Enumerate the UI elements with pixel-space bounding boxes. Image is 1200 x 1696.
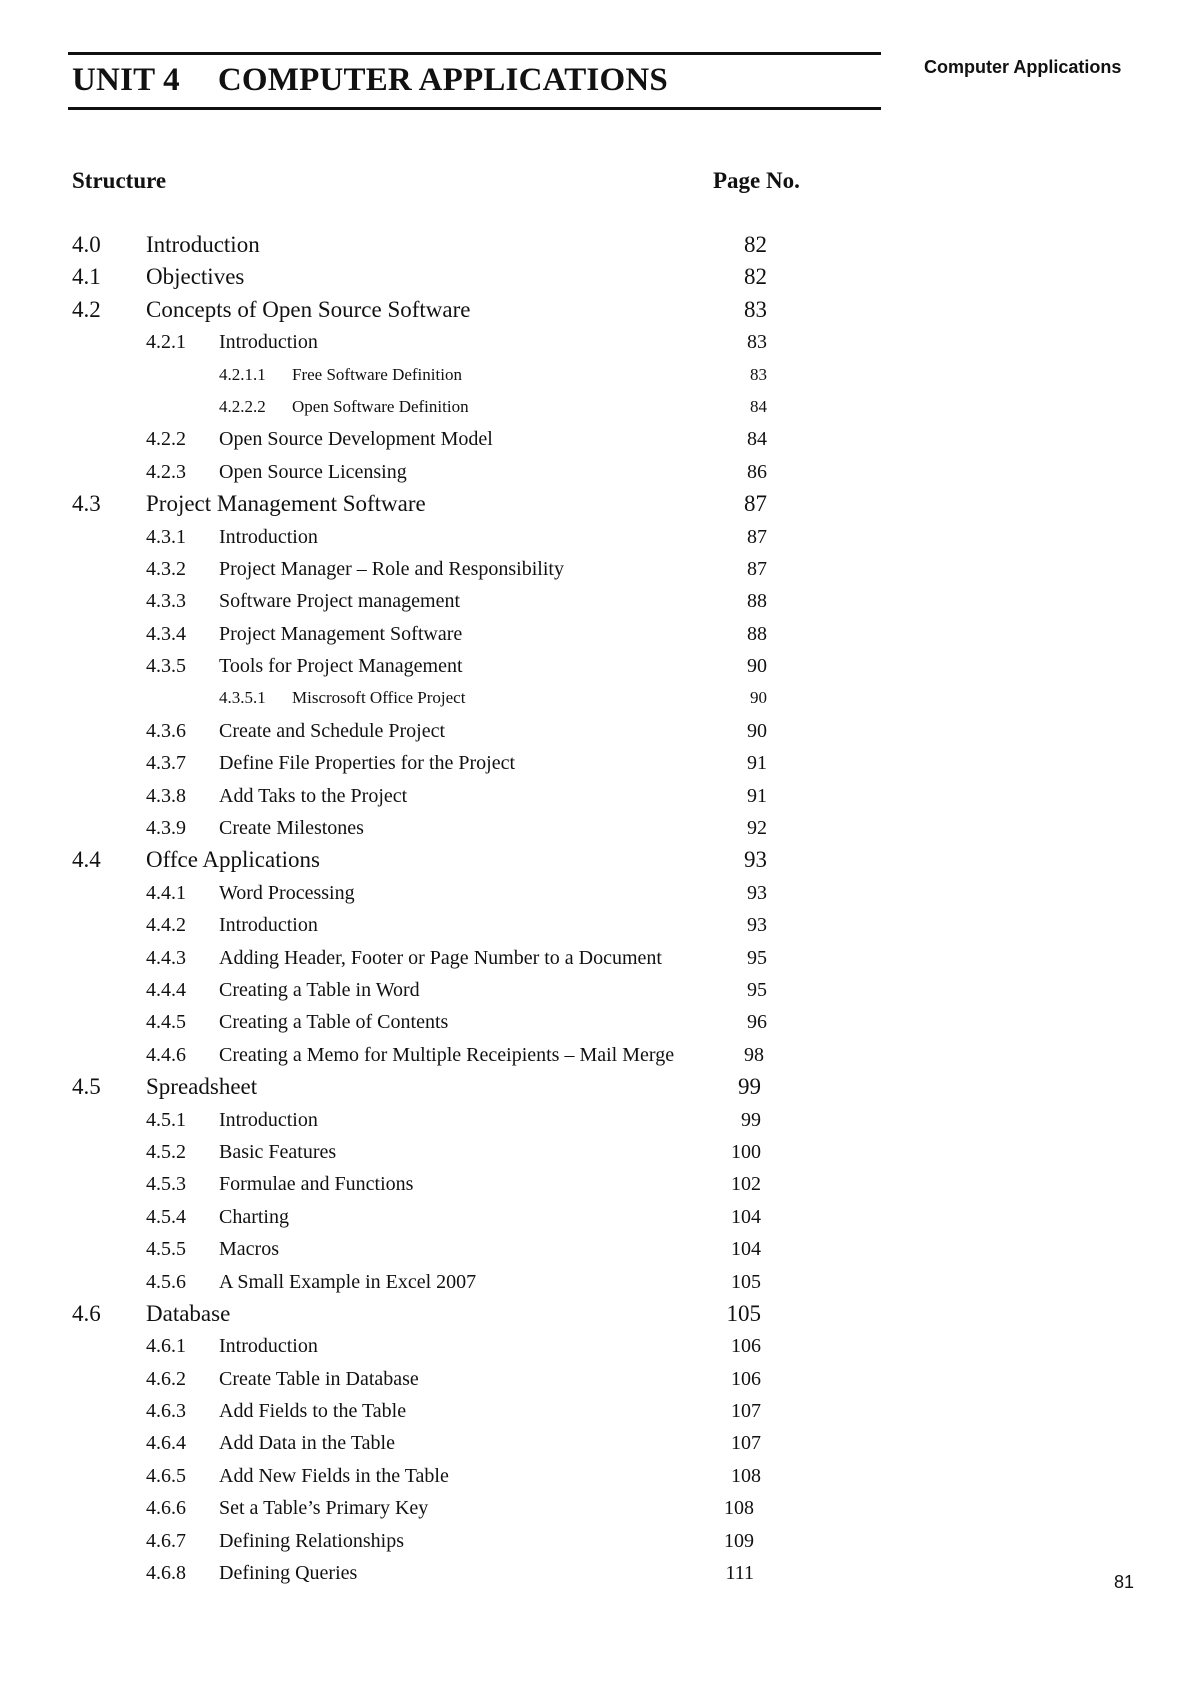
toc-entry-title: Project Management Software xyxy=(146,491,426,517)
toc-entry-title: Objectives xyxy=(146,264,245,290)
toc-entry-title: Set a Table’s Primary Key xyxy=(219,1497,429,1520)
toc-entry-page: 104 xyxy=(731,1205,761,1228)
toc-entry-title: Creating a Memo for Multiple Receipients – Mail Merge xyxy=(219,1043,675,1066)
toc-entry-number: 4.3.9 xyxy=(146,817,186,840)
toc-entry-title: Add Fields to the Table xyxy=(219,1400,407,1423)
toc-entry-number: 4.3.1 xyxy=(146,525,186,548)
toc-entry-title: Creating a Table of Contents xyxy=(219,1011,449,1034)
toc-entry-title: Introduction xyxy=(219,1108,318,1131)
toc-entry-title: Adding Header, Footer or Page Number to a Document xyxy=(219,946,662,969)
toc-entry-page: 109 xyxy=(724,1529,754,1552)
toc-entry-title: Tools for Project Management xyxy=(219,655,463,678)
toc-entry-title: Introduction xyxy=(219,331,318,354)
toc-entry xyxy=(0,1363,900,1395)
toc-entry xyxy=(0,650,900,682)
toc-entry-page: 87 xyxy=(747,525,767,548)
toc-entry-title: Concepts of Open Source Software xyxy=(146,296,471,322)
toc-entry-page: 95 xyxy=(747,978,767,1001)
toc-entry xyxy=(0,909,900,941)
toc-entry-number: 4.4.3 xyxy=(146,946,186,969)
toc-entry-title: Miscrosoft Office Project xyxy=(292,688,466,708)
toc-entry-number: 4.4 xyxy=(72,847,101,873)
toc-entry xyxy=(0,294,900,326)
toc-entry-page: 83 xyxy=(747,331,767,354)
toc-entry-title: Introduction xyxy=(219,1335,318,1358)
toc-entry-page: 91 xyxy=(747,752,767,775)
toc-entry-page: 96 xyxy=(747,1011,767,1034)
toc-entry-number: 4.2.1.1 xyxy=(219,364,266,384)
toc-entry-page: 90 xyxy=(747,719,767,742)
toc-entry-title: Create Milestones xyxy=(219,817,364,840)
toc-entry xyxy=(0,488,900,520)
toc-entry-title: Project Manager – Role and Responsibility xyxy=(219,557,564,580)
toc-entry-page: 92 xyxy=(747,817,767,840)
toc-entry-page: 108 xyxy=(724,1497,754,1520)
toc-entry-number: 4.5 xyxy=(72,1074,101,1100)
toc-entry-page: 107 xyxy=(731,1400,761,1423)
toc-entry-number: 4.2.2.2 xyxy=(219,396,266,416)
toc-entry-title: Introduction xyxy=(219,525,318,548)
toc-entry-number: 4.4.6 xyxy=(146,1043,186,1066)
toc-entry xyxy=(0,974,900,1006)
toc-entry-number: 4.3 xyxy=(72,491,101,517)
toc-entry xyxy=(0,456,900,488)
table-of-contents xyxy=(0,229,900,1589)
toc-entry-number: 4.6.5 xyxy=(146,1464,186,1487)
toc-entry xyxy=(0,1298,900,1330)
toc-entry-title: Defining Relationships xyxy=(219,1529,404,1552)
toc-entry xyxy=(0,1460,900,1492)
toc-entry-page: 106 xyxy=(731,1367,761,1390)
toc-entry-page: 88 xyxy=(747,590,767,613)
toc-entry-number: 4.3.2 xyxy=(146,557,186,580)
toc-entry xyxy=(0,1492,900,1524)
toc-entry xyxy=(0,1201,900,1233)
toc-entry xyxy=(0,1136,900,1168)
toc-entry-title: Basic Features xyxy=(219,1140,337,1163)
toc-entry xyxy=(0,1395,900,1427)
page-number: 81 xyxy=(1114,1572,1135,1592)
toc-entry-number: 4.6.7 xyxy=(146,1529,186,1552)
toc-entry-page: 91 xyxy=(747,784,767,807)
toc-entry xyxy=(0,1557,900,1589)
toc-entry-page: 98 xyxy=(744,1043,764,1066)
toc-entry-number: 4.0 xyxy=(72,232,101,257)
toc-entry-page: 87 xyxy=(747,557,767,580)
toc-entry-number: 4.3.3 xyxy=(146,590,186,613)
toc-entry-number: 4.6.6 xyxy=(146,1497,186,1520)
toc-entry-number: 4.4.2 xyxy=(146,914,186,937)
toc-entry-number: 4.3.8 xyxy=(146,784,186,807)
toc-entry xyxy=(0,1071,900,1103)
toc-entry-page: 99 xyxy=(741,1108,761,1131)
toc-entry xyxy=(0,942,900,974)
toc-entry-number: 4.2.3 xyxy=(146,460,186,483)
toc-entry-title: Free Software Definition xyxy=(292,364,462,384)
toc-entry-title: Charting xyxy=(219,1205,289,1228)
toc-entry-page: 102 xyxy=(731,1173,761,1196)
toc-entry-title: Formulae and Functions xyxy=(219,1173,414,1196)
toc-entry-page: 93 xyxy=(747,914,767,937)
toc-entry-page: 87 xyxy=(744,491,767,517)
toc-entry xyxy=(0,812,900,844)
toc-entry-page: 90 xyxy=(750,688,767,708)
toc-entry-page: 108 xyxy=(731,1464,761,1487)
toc-entry-title: Software Project management xyxy=(219,590,461,613)
toc-entry xyxy=(0,1006,900,1038)
toc-entry-number: 4.2.1 xyxy=(146,331,186,354)
toc-entry xyxy=(0,1168,900,1200)
toc-entry xyxy=(0,844,900,876)
unit-title xyxy=(72,62,668,99)
toc-entry-number: 4.5.2 xyxy=(146,1140,186,1163)
toc-entry-number: 4.6 xyxy=(72,1300,101,1326)
toc-entry-title: Defining Queries xyxy=(219,1562,358,1585)
toc-entry-number: 4.4.5 xyxy=(146,1011,186,1034)
toc-entry-page: 107 xyxy=(731,1432,761,1455)
toc-entry xyxy=(0,326,900,358)
toc-entry-page: 100 xyxy=(731,1140,761,1163)
toc-entry-title: Add Taks to the Project xyxy=(219,784,408,807)
toc-entry xyxy=(0,1525,900,1557)
toc-entry xyxy=(0,359,900,391)
toc-entry-title: Database xyxy=(146,1300,231,1326)
toc-entry-page: 104 xyxy=(731,1238,761,1261)
toc-entry-title: Create Table in Database xyxy=(219,1367,419,1390)
toc-entry-title: Open Source Development Model xyxy=(219,428,493,451)
toc-entry-title: Open Source Licensing xyxy=(219,460,407,483)
toc-entry-page: 84 xyxy=(750,396,767,416)
toc-entry xyxy=(0,1266,900,1298)
toc-entry-title: Introduction xyxy=(146,232,260,257)
toc-entry xyxy=(0,618,900,650)
toc-entry-page: 99 xyxy=(738,1074,761,1100)
toc-entry-number: 4.5.3 xyxy=(146,1173,186,1196)
toc-entry xyxy=(0,780,900,812)
toc-entry xyxy=(0,1104,900,1136)
toc-entry-page: 83 xyxy=(750,364,767,384)
toc-entry xyxy=(0,553,900,585)
header-rule-top xyxy=(68,52,881,55)
toc-entry-page: 93 xyxy=(747,881,767,904)
toc-entry-number: 4.3.5 xyxy=(146,655,186,678)
toc-entry-page: 93 xyxy=(744,847,767,873)
toc-entry-number: 4.3.4 xyxy=(146,622,186,645)
toc-entry-number: 4.5.1 xyxy=(146,1108,186,1131)
page-no-label: Page No. xyxy=(713,168,800,193)
toc-entry xyxy=(0,229,900,261)
toc-entry-page: 83 xyxy=(744,296,767,322)
toc-entry-page: 84 xyxy=(747,428,767,451)
header-rule-bottom xyxy=(68,107,881,110)
toc-entry-number: 4.6.8 xyxy=(146,1562,186,1585)
toc-entry xyxy=(0,747,900,779)
toc-entry-title: A Small Example in Excel 2007 xyxy=(219,1270,477,1293)
toc-entry-title: Spreadsheet xyxy=(146,1074,258,1100)
toc-entry xyxy=(0,1233,900,1265)
running-head: Computer Applications xyxy=(924,57,1122,77)
toc-entry-title: Define File Properties for the Project xyxy=(219,752,516,775)
unit-label: UNIT 4 xyxy=(72,62,180,98)
toc-entry-title: Creating a Table in Word xyxy=(219,978,420,1001)
toc-entry-title: Word Processing xyxy=(219,881,355,904)
unit-title-text: COMPUTER APPLICATIONS xyxy=(217,62,668,98)
toc-entry xyxy=(0,682,900,714)
toc-entry-number: 4.3.7 xyxy=(146,752,186,775)
toc-entry-page: 95 xyxy=(747,946,767,969)
toc-entry-page: 88 xyxy=(747,622,767,645)
toc-entry-number: 4.6.3 xyxy=(146,1400,186,1423)
toc-entry-number: 4.4.4 xyxy=(146,978,186,1001)
toc-entry xyxy=(0,423,900,455)
toc-entry-page: 86 xyxy=(747,460,767,483)
toc-entry-page: 106 xyxy=(731,1335,761,1358)
toc-entry-title: Project Management Software xyxy=(219,622,463,645)
toc-entry xyxy=(0,521,900,553)
toc-entry-number: 4.4.1 xyxy=(146,881,186,904)
toc-entry-title: Open Software Definition xyxy=(292,396,469,416)
toc-entry-title: Add Data in the Table xyxy=(219,1432,395,1455)
toc-entry-page: 105 xyxy=(731,1270,761,1293)
toc-entry-title: Offce Applications xyxy=(146,847,320,873)
toc-entry-page: 105 xyxy=(726,1300,761,1326)
toc-entry xyxy=(0,1039,900,1071)
toc-entry-title: Add New Fields in the Table xyxy=(219,1464,449,1487)
toc-entry-number: 4.1 xyxy=(72,264,101,290)
toc-entry-title: Macros xyxy=(219,1238,279,1261)
toc-entry-number: 4.5.4 xyxy=(146,1205,186,1228)
toc-entry-page: 82 xyxy=(744,264,767,290)
toc-entry-page: 82 xyxy=(744,232,767,257)
toc-entry-title: Create and Schedule Project xyxy=(219,719,446,742)
toc-entry xyxy=(0,715,900,747)
toc-entry xyxy=(0,585,900,617)
toc-entry-number: 4.5.6 xyxy=(146,1270,186,1293)
toc-entry-number: 4.6.2 xyxy=(146,1367,186,1390)
toc-entry-number: 4.3.6 xyxy=(146,719,186,742)
toc-entry xyxy=(0,1427,900,1459)
toc-entry-number: 4.2.2 xyxy=(146,428,186,451)
structure-label: Structure xyxy=(72,168,167,193)
toc-entry xyxy=(0,877,900,909)
toc-entry-title: Introduction xyxy=(219,914,318,937)
toc-entry-number: 4.2 xyxy=(72,296,101,322)
toc-entry-number: 4.5.5 xyxy=(146,1238,186,1261)
toc-entry-number: 4.6.4 xyxy=(146,1432,186,1455)
toc-entry-page: 90 xyxy=(747,655,767,678)
toc-entry-number: 4.3.5.1 xyxy=(219,688,266,708)
toc-entry xyxy=(0,261,900,293)
toc-entry xyxy=(0,1330,900,1362)
toc-entry-page: 111 xyxy=(725,1562,754,1585)
toc-entry xyxy=(0,391,900,423)
toc-entry-number: 4.6.1 xyxy=(146,1335,186,1358)
